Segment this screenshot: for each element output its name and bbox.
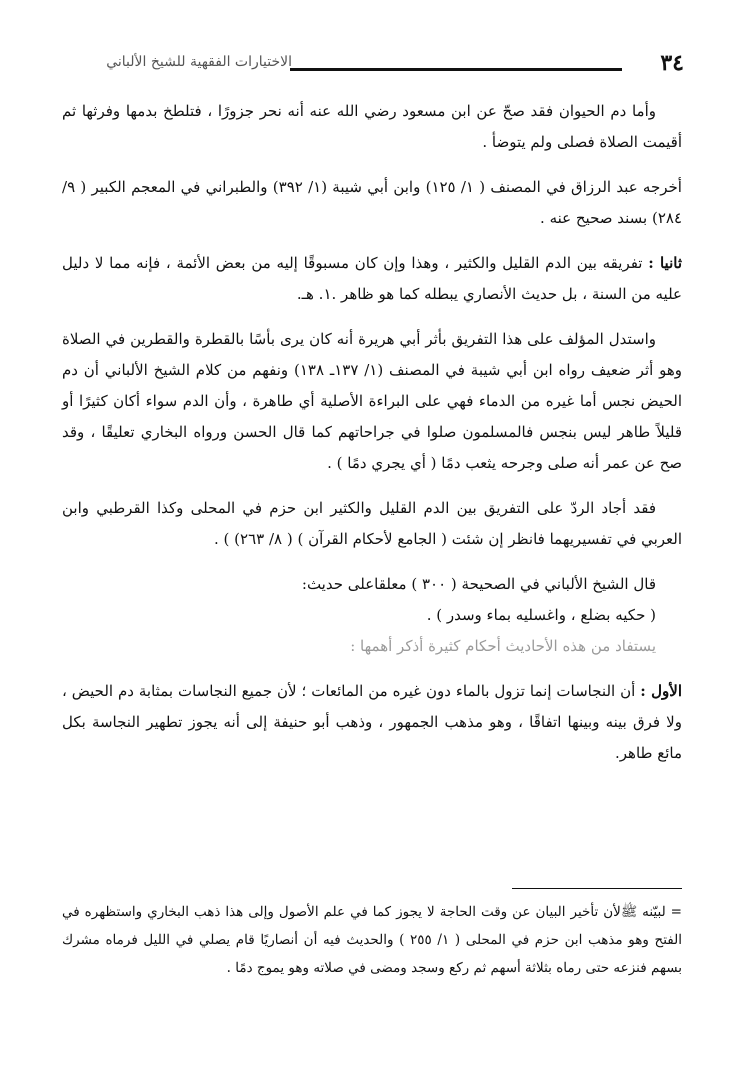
page-header xyxy=(52,48,694,88)
header-rule xyxy=(290,68,622,71)
paragraph-second-point: ثانيا : تفريقه بين الدم القليل والكثير ، وهذا وإن كان مسبوقًا إليه من بعض الأئمة ، فإنه مما لا دليل عليه من السنة ، بل حديث الأنصاري يبطله كما هو ظاهر .١. هـ. xyxy=(62,254,682,303)
paragraph-quote-intro: قال الشيخ الألباني في الصحيحة ( ٣٠٠ ) معلقاعلى حديث: xyxy=(301,575,656,593)
paragraph-first-point: الأول : أن النجاسات إنما تزول بالماء دون غيره من المائعات ؛ لأن جميع النجاسات بمثابة دم الحيض ، ولا فرق بينه وبينها اتفاقًا ، وهو مذهب الجمهور ، وذهب أبو حنيفة إلى أنه يجوز تطهير النجاسة بكل مائع طاهر. xyxy=(62,682,682,762)
page-number: ٣٤ xyxy=(660,50,684,76)
lead-word: الأول : xyxy=(640,682,682,700)
footnote-rule xyxy=(512,888,682,889)
lead-word: ثانيا : xyxy=(648,254,682,272)
paragraph-hadith: ( حكيه بضلع ، واغسليه بماء وسدر ) . xyxy=(426,606,656,624)
paragraph-animal-blood: وأما دم الحيوان فقد صحّ عن ابن مسعود رضي الله عنه أنه نحر جزورًا ، فتلطخ بدمها وفرثها ثم أقيمت الصلاة فصلى ولم يتوضأ . xyxy=(62,102,682,151)
paragraph-benefits: يستفاد من هذه الأحاديث أحكام كثيرة أذكر أهمها : xyxy=(350,637,656,655)
paragraph-citation: أخرجه عبد الرزاق في المصنف ( ١/ ١٢٥) وابن أبي شيبة (١/ ٣٩٢) والطبراني في المعجم الكبير ( ٩/ ٢٨٤) بسند صحيح عنه . xyxy=(62,178,682,227)
page-body xyxy=(62,96,682,783)
running-title: الاختيارات الفقهية للشيخ الألباني xyxy=(106,54,292,70)
paragraph-refutation: فقد أجاد الردّ على التفريق بين الدم القليل والكثير ابن حزم في المحلى وكذا القرطبي وابن العربي في تفسيريهما فانظر إن شئت ( الجامع لأحكام القرآن ) ( ٨/ ٢٦٣) ) . xyxy=(62,499,682,548)
footnote: = لبيّنه ﷺلأن تأخير البيان عن وقت الحاجة لا يجوز كما في علم الأصول وإلى هذا ذهب البخاري واستظهره في الفتح وهو مذهب ابن حزم في المحلى ( ١/ ٢٥٥ ) والحديث فيه أن أنصاريًا قام يصلي في الليل فرماه مشرك بسهم فنزعه حتى رماه بثلاثة أسهم ثم ركع وسجد ومضى في صلاته وهو يموج دمًا . xyxy=(62,904,682,976)
paragraph-author-argument: واستدل المؤلف على هذا التفريق بأثر أبي هريرة أنه كان يرى بأسًا بالقطرة والقطرين في الصلاة وهو أثر ضعيف رواه ابن أبي شيبة في المصنف (١/ ١٣٧ـ ١٣٨) ونفهم من كلام الشيخ الألباني أن دم الحيض نجس أما غيره من الدماء فهي على البراءة الأصلية أي طاهرة ، وأن الدم سواء أكان كثيرًا أو قليلاً طاهر ليس بنجس فالمسلمون صلوا في جراحاتهم كما قال الحسن ورواه البخاري تعليقًا ، وقد صح عن عمر أنه صلى وجرحه يثعب دمًا ( أي يجري دمًا ) . xyxy=(62,330,682,472)
